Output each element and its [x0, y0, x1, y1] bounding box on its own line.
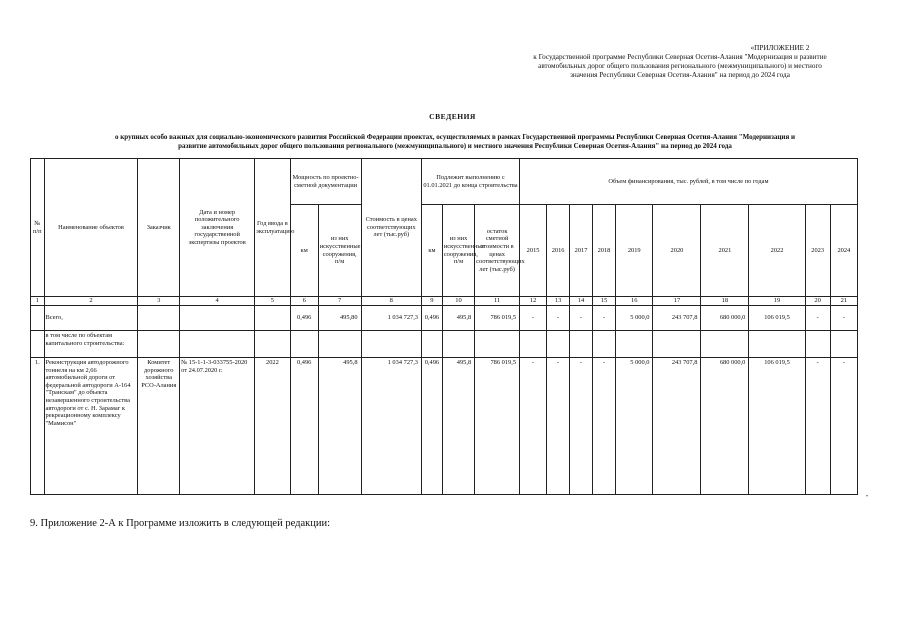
total-km-2: 0,496 [422, 306, 443, 331]
project-2023: - [805, 358, 830, 495]
project-expertise: № 15-1-1-3-033755-2020 от 24.07.2020 г. [180, 358, 255, 495]
column-number: 21 [830, 297, 857, 306]
project-km: 0,496 [290, 358, 318, 495]
projects-table [30, 158, 858, 495]
header-km: км [290, 205, 318, 297]
project-2022: 106 019,5 [749, 358, 805, 495]
total-2024: - [830, 306, 857, 331]
appendix-header [470, 44, 890, 80]
appendix-title: «ПРИЛОЖЕНИЕ 2 [750, 44, 810, 52]
header-year-2024: 2024 [830, 205, 857, 297]
subtitle-line: развитие автомобильных дорог общего пользования регионального (межмуниципального) и местного значения Республики Северная Осетия-Алания" на период до 2024 года [178, 142, 732, 150]
header-name: Наименование объектов [44, 159, 138, 297]
total-2020: 243 707,8 [653, 306, 701, 331]
total-2015: - [520, 306, 547, 331]
appendix-line: автомобильных дорог общего пользования регионального (межмуниципального) и местного [538, 62, 822, 70]
column-number: 10 [442, 297, 474, 306]
project-2018: - [593, 358, 616, 495]
header-year-2018: 2018 [593, 205, 616, 297]
total-2021: 680 000,0 [701, 306, 749, 331]
appendix-line: значения Республики Северная Осетия-Алания" на период до 2024 года [570, 71, 790, 79]
total-2018: - [593, 306, 616, 331]
total-artificial: 495,80 [318, 306, 361, 331]
column-number: 15 [593, 297, 616, 306]
total-km: 0,496 [290, 306, 318, 331]
total-2019: 5 000,0 [615, 306, 653, 331]
column-number: 20 [805, 297, 830, 306]
total-2016: - [547, 306, 570, 331]
column-number: 12 [520, 297, 547, 306]
column-number-row [31, 297, 858, 306]
column-number: 13 [547, 297, 570, 306]
project-artificial: 495,8 [318, 358, 361, 495]
column-number: 19 [749, 297, 805, 306]
project-2019: 5 000,0 [615, 358, 653, 495]
document-subtitle [40, 133, 870, 151]
table-row-including [31, 331, 858, 358]
column-number: 7 [318, 297, 361, 306]
closing-quote-mark: " [866, 495, 869, 501]
header-year-2016: 2016 [547, 205, 570, 297]
project-year: 2022 [255, 358, 290, 495]
column-number: 1 [31, 297, 45, 306]
column-number: 2 [44, 297, 138, 306]
header-remaining: остаток сметной стоимости в ценах соответствующих лет (тыс.руб) [475, 205, 520, 297]
column-number: 9 [422, 297, 443, 306]
total-remaining: 786 019,5 [475, 306, 520, 331]
header-cost: Стоимость в ценах соответствующих лет (тыс.руб) [361, 159, 421, 297]
column-number: 11 [475, 297, 520, 306]
column-number: 6 [290, 297, 318, 306]
column-number: 16 [615, 297, 653, 306]
header-year-2015: 2015 [520, 205, 547, 297]
project-2015: - [520, 358, 547, 495]
column-number: 17 [653, 297, 701, 306]
footer-instruction: 9. Приложение 2-А к Программе изложить в следующей редакции: [30, 518, 330, 529]
header-year-2023: 2023 [805, 205, 830, 297]
total-2023: - [805, 306, 830, 331]
including-label: в том числе по объектам капитального строительства: [44, 331, 138, 358]
column-number: 5 [255, 297, 290, 306]
header-done: Подлежит выполнению с 01.01.2021 до конца строительства [422, 159, 520, 205]
header-year-2019: 2019 [615, 205, 653, 297]
table-row-project [31, 358, 858, 495]
project-num: 1. [31, 358, 45, 495]
header-year-2022: 2022 [749, 205, 805, 297]
project-km-2: 0,496 [422, 358, 443, 495]
total-2022: 106 019,5 [749, 306, 805, 331]
header-year: Год ввода в эксплуатацию [255, 159, 290, 297]
column-number: 8 [361, 297, 421, 306]
header-year-2017: 2017 [570, 205, 593, 297]
header-year-2020: 2020 [653, 205, 701, 297]
table-row-total [31, 306, 858, 331]
total-cost: 1 034 727,3 [361, 306, 421, 331]
total-label: Всего, [44, 306, 138, 331]
document-title: СВЕДЕНИЯ [429, 112, 476, 121]
project-2024: - [830, 358, 857, 495]
header-km-2: км [422, 205, 443, 297]
header-funding: Объем финансирования, тыс. рублей, в том числе по годам [520, 159, 858, 205]
header-num: № п/п [31, 159, 45, 297]
subtitle-line: о крупных особо важных для социально-экономического развития Российской Федерации проектах, осуществляемых в рамках Государственной программы Республики Северная Осетия-Алания "Модернизация и [114, 133, 796, 141]
project-remaining: 786 019,5 [475, 358, 520, 495]
project-2016: - [547, 358, 570, 495]
header-expertise: Дата и номер положительного заключения государственной экспертизы проектов [180, 159, 255, 297]
column-number: 4 [180, 297, 255, 306]
project-cost: 1 034 727,3 [361, 358, 421, 495]
appendix-line: к Государственной программе Республики Северная Осетия-Алания "Модернизация и развитие [533, 53, 827, 61]
total-2017: - [570, 306, 593, 331]
header-year-2021: 2021 [701, 205, 749, 297]
column-number: 14 [570, 297, 593, 306]
project-artificial-2: 495,8 [442, 358, 474, 495]
column-number: 18 [701, 297, 749, 306]
project-2020: 243 707,8 [653, 358, 701, 495]
header-artificial: из них искусственные сооружения, п/м [318, 205, 361, 297]
project-name: Реконструкция автодорожного тоннеля на км 2,66 автомобильной дороги от федеральной автодороги А-164 "Транскам" до объекта незавершенного строительства автодороги от с. Н. Зарамаг к рекреационному комплексу "Мамисон" [44, 358, 138, 495]
total-artificial-2: 495,8 [442, 306, 474, 331]
column-number: 3 [138, 297, 180, 306]
project-2021: 680 000,0 [701, 358, 749, 495]
project-customer: Комитет дорожного хозяйства РСО-Алания [138, 358, 180, 495]
header-artificial-2: из них искусственные сооружения, п/м [442, 205, 474, 297]
header-customer: Заказчик [138, 159, 180, 297]
header-capacity: Мощность по проектно-сметной документации [290, 159, 361, 205]
project-2017: - [570, 358, 593, 495]
